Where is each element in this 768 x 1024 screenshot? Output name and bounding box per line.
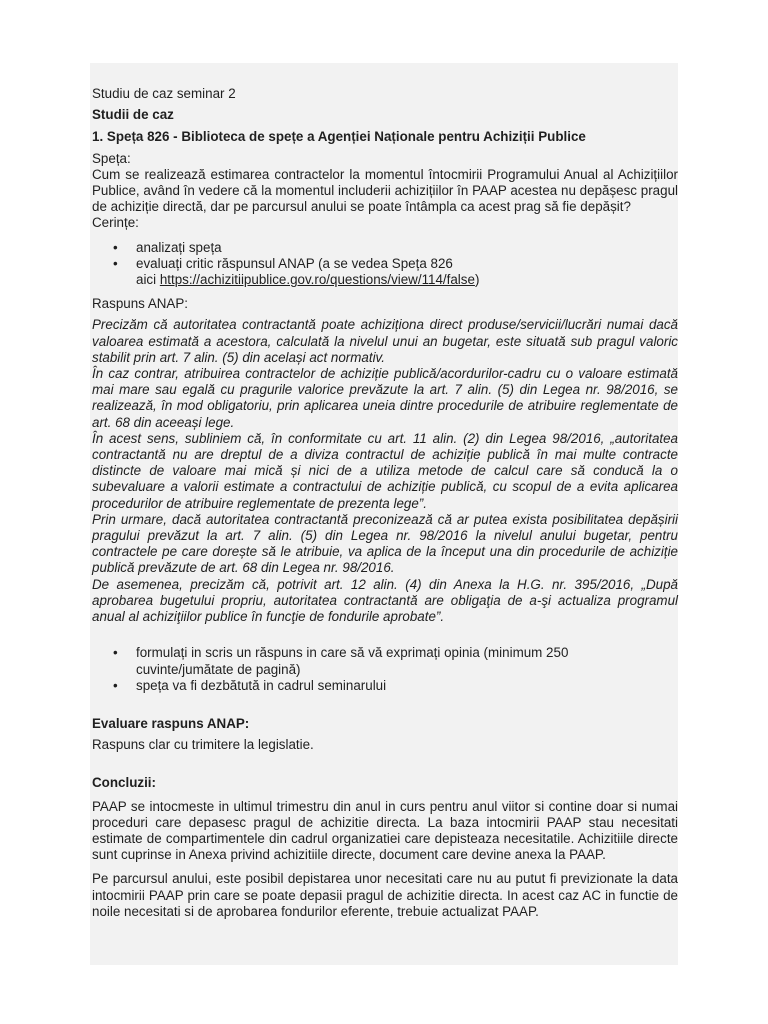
task-list — [92, 645, 678, 694]
anap-link[interactable]: https://achizitiipublice.gov.ro/questions/view/114/false — [159, 272, 475, 288]
speta-text: Cum se realizează estimarea contractelor la momentul întocmirii Programului Anual al Achizițiilor Publice, având în vedere că la momentul includerii achizițiilor în PAAP acestea nu depășesc pragul de achiziție directă, dar pe parcursul anului se poate întâmpla ca acest prag să fie depășit? — [92, 166, 678, 215]
cerinte-item-text: ) — [474, 272, 480, 288]
task-item: • speța va fi dezbătută in cadrul seminarului — [136, 678, 598, 694]
section-title: Studii de caz — [92, 107, 174, 123]
raspuns-paragraph: Prin urmare, dacă autoritatea contractantă preconizează că ar putea exista posibilitatea depășirii pragului prevăzut la art. 7 alin. (5) din Legea nr. 98/2016 la nivelul anului bugetar, pentru contractele pe care dorește să le atribuie, va aplica de la început una din procedurile de achiziție publică prevăzute de art. 68 din Legea nr. 98/2016. — [92, 511, 678, 576]
document-heading: Studiu de caz seminar 2 — [92, 86, 236, 101]
task-item: • formulați in scris un răspuns in care să vă exprimați opinia (minimum 250 cuvinte/jumătate de pagină) — [136, 645, 598, 677]
cerinte-item — [136, 256, 678, 288]
cerinte-item-text: evaluați critic răspunsul ANAP (a se vedea Speța 826 — [136, 255, 453, 271]
cerinte-item-text: analizați speța — [136, 239, 222, 255]
concluzii-paragraph: Pe parcursul anului, este posibil depistarea unor necesitati care nu au putut fi previzionate la data intocmirii PAAP prin care se poate depasii pragul de achizitie directa. In acest caz AC in functie de noile necesitati si de aprobarea fondurilor eferente, trebuie actualizat PAAP. — [92, 871, 678, 919]
cerinte-item — [136, 240, 678, 256]
evaluare-text: Raspuns clar cu trimitere la legislatie. — [92, 737, 314, 753]
concluzii-title: Concluzii: — [92, 775, 156, 791]
evaluare-title: Evaluare raspuns ANAP: — [92, 715, 250, 731]
cerinte-label: Cerințe: — [92, 215, 139, 231]
case-title: 1. Speța 826 - Biblioteca de spețe a Agenției Naționale pentru Achiziții Publice — [92, 129, 586, 145]
raspuns-paragraph: În acest sens, subliniem că, în conformitate cu art. 11 alin. (2) din Legea 98/2016, „autoritatea contractantă nu are dreptul de a diviza contractul de achiziție publică în mai multe contracte distincte de valoare mai mică și nici de a utiliza metode de calcul care să conducă la o subevaluare a valorii estimate a contractului de achiziție publică, cu scopul de a evita aplicarea procedurilor de atribuire reglementate de prezenta lege”. — [92, 430, 678, 511]
cerinte-item-text: aici — [136, 272, 160, 288]
raspuns-paragraph: Precizăm că autoritatea contractantă poate achiziționa direct produse/servicii/lucrări numai dacă valoarea estimată a acestora, calculată la nivelul unui an bugetar, este situată sub pragul valoric stabilit prin art. 7 alin. (5) din același act normativ. — [92, 317, 678, 365]
cerinte-list — [92, 240, 678, 289]
document-page — [90, 63, 678, 965]
concluzii-paragraph: PAAP se intocmeste in ultimul trimestru din anul in curs pentru anul viitor si contine doar si numai proceduri care depasesc pragul de achizitie directa. La baza intocmirii PAAP stau necesitati estimate de compartimentele din cadrul organizatiei care depisteaza necesitatile. Achizitiile directe sunt cuprinse in Anexa privind achizitiile directe, document care devine anexa la PAAP. — [92, 798, 678, 863]
raspuns-label: Raspuns ANAP: — [92, 296, 189, 312]
raspuns-paragraph: În caz contrar, atribuirea contractelor de achiziție publică/acordurilor-cadru cu o valoare estimată mai mare sau egală cu pragurile valorice prevăzute la art. 7 alin. (5) din Legea nr. 98/2016, se realizează, în mod obligatoriu, prin aplicarea uneia dintre procedurile de atribuire reglementate de art. 68 din aceeași lege. — [92, 366, 678, 430]
raspuns-paragraph: De asemenea, precizăm că, potrivit art. 12 alin. (4) din Anexa la H.G. nr. 395/2016, „După aprobarea bugetului propriu, autoritatea contractantă are obligaţia de a-şi actualiza programul anual al achiziţiilor publice în funcţie de fondurile aprobate”. — [92, 576, 678, 625]
speta-label: Speța: — [92, 150, 131, 166]
raspuns-body — [92, 317, 678, 625]
